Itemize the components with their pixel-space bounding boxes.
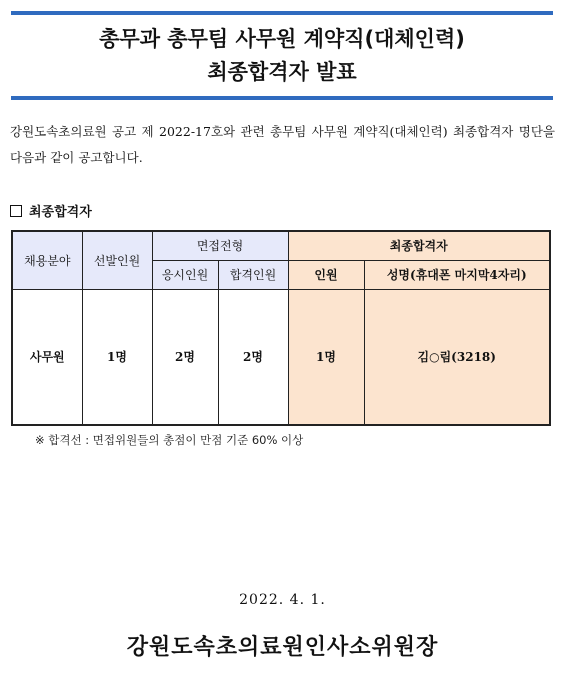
- header-applicants: 응시인원: [152, 260, 218, 289]
- top-rule: [11, 11, 553, 15]
- header-final-count: 인원: [288, 260, 364, 289]
- header-field: 채용분야: [12, 231, 82, 289]
- pass-criteria-note: ※ 합격선 : 면접위원들의 총점이 만점 기준 60% 이상: [35, 433, 304, 447]
- cell-final-count: 1명: [288, 289, 364, 425]
- header-selection-count: 선발인원: [82, 231, 152, 289]
- cell-passed: 2명: [218, 289, 288, 425]
- header-final-group: 최종합격자: [288, 231, 550, 260]
- results-table: [11, 230, 551, 426]
- section-heading: [10, 201, 92, 220]
- checkbox-bullet-icon: [10, 205, 22, 217]
- section-title: 최종합격자: [29, 205, 92, 220]
- page-title-line2: 최종합격자 발표: [207, 60, 357, 84]
- announcement-date: 2022. 4. 1.: [239, 592, 326, 608]
- cell-field: 사무원: [12, 289, 82, 425]
- cell-applicants: 2명: [152, 289, 218, 425]
- header-passed: 합격인원: [218, 260, 288, 289]
- header-interview-group: 면접전형: [152, 231, 288, 260]
- signer: 강원도속초의료원인사소위원장: [126, 634, 439, 660]
- bottom-rule: [11, 96, 553, 100]
- cell-name-phone: 김○림(3218): [364, 289, 550, 425]
- table-row: [12, 289, 550, 425]
- cell-selection-count: 1명: [82, 289, 152, 425]
- page-title-line1: 총무과 총무팀 사무원 계약직(대체인력): [99, 27, 465, 51]
- intro-paragraph: 강원도속초의료원 공고 제 2022-17호와 관련 총무팀 사무원 계약직(대체인력) 최종합격자 명단을 다음과 같이 공고합니다.: [10, 124, 555, 165]
- header-name-phone: 성명(휴대폰 마지막4자리): [364, 260, 550, 289]
